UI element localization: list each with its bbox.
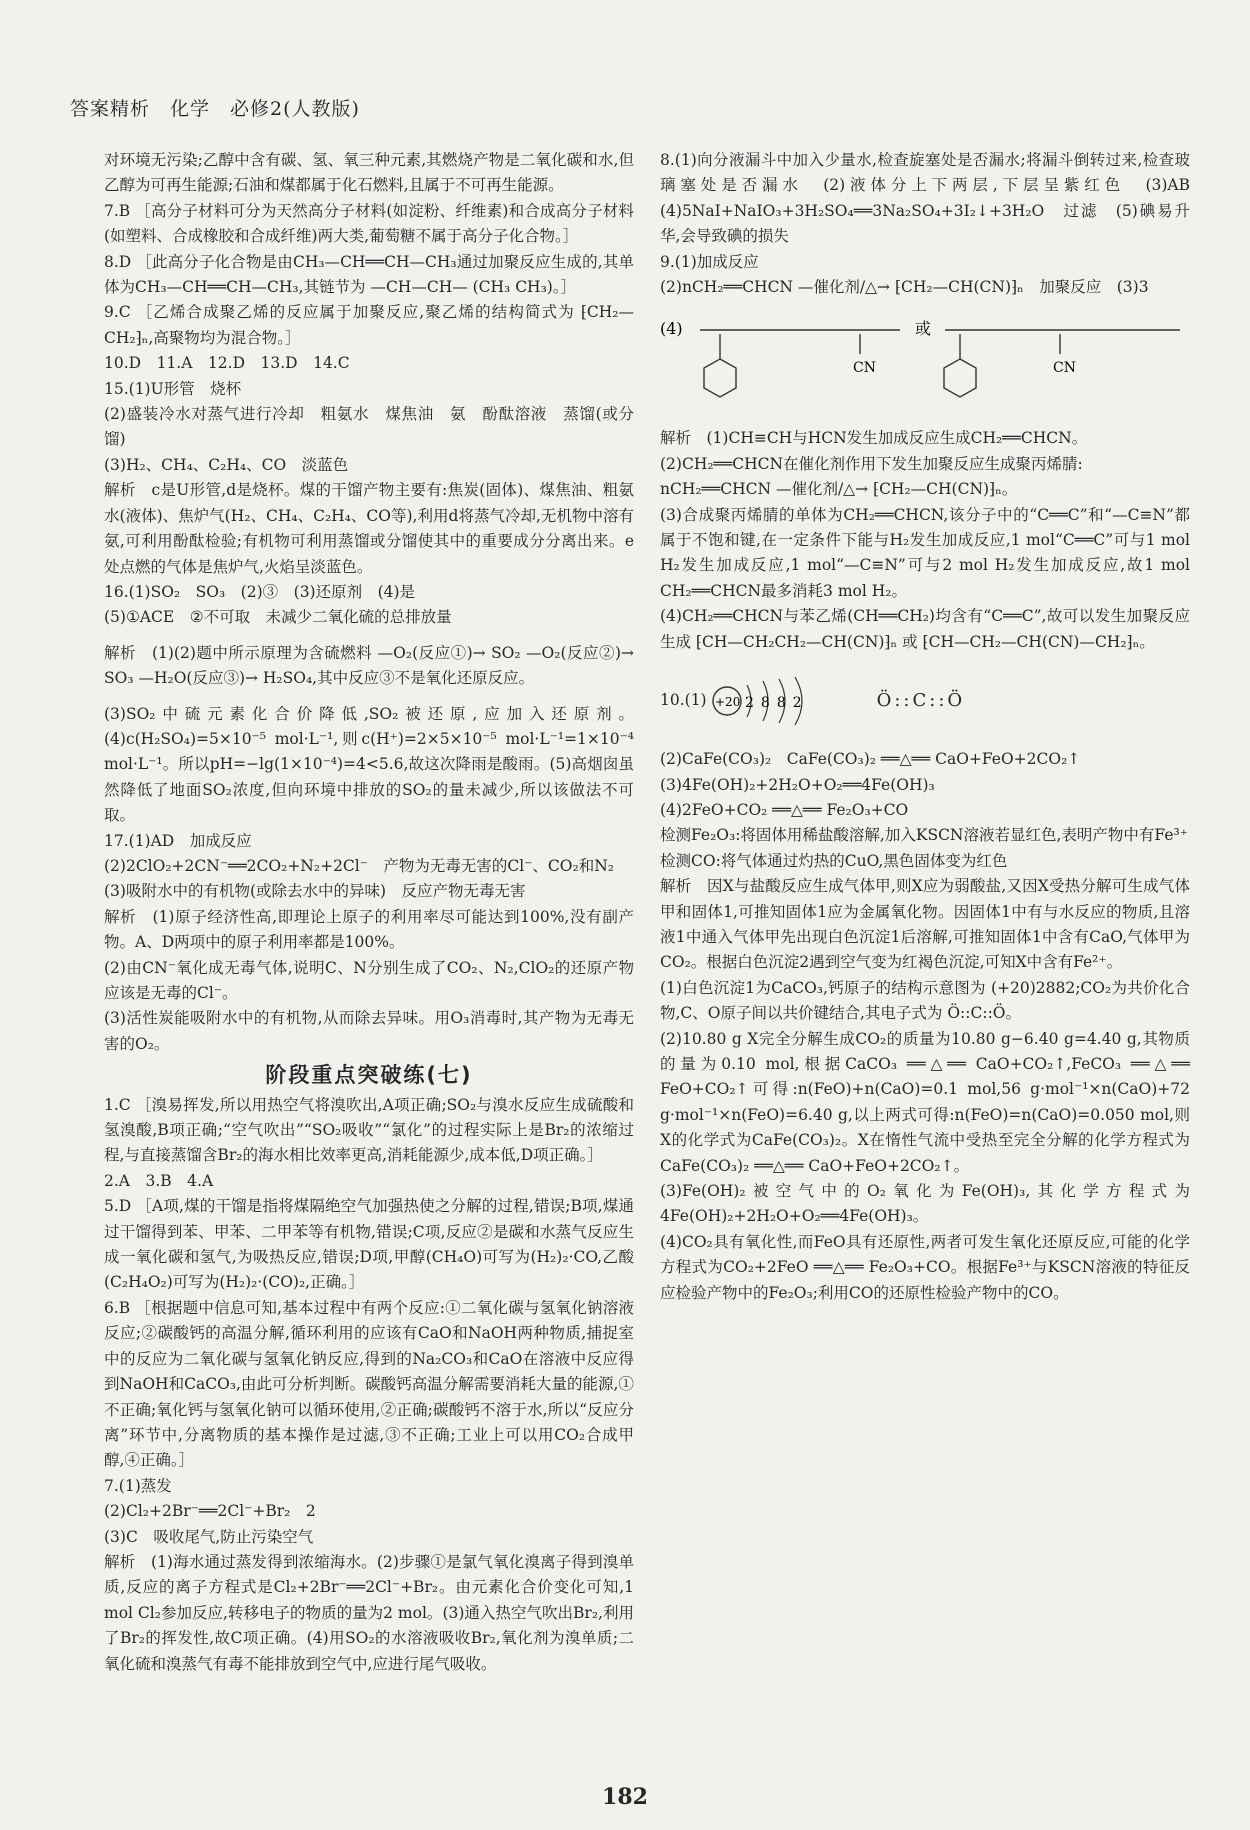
- answer-6: 6.B ［根据题中信息可知,基本过程中有两个反应:①二氧化碳与氢氧化钠溶液反应;②碳酸钙的高温分解,循环利用的应该有CaO和NaOH两种物质,捕捉室中的反应为二氧化碳与氢氧化钠反应,得到的Na₂CO₃和CaO在溶液中反应得到NaOH和CaCO₃,由此可分析判断。碳酸钙高温分解需要消耗大量的能源,①不正确;氧化钙与氢氧化钠可以循环使用,②正确;碳酸钙不溶于水,所以“反应分离”环节中,分离物质的基本操作是过滤,③不正确;工业上可以用CO₂合成甲醇,④正确。］: [104, 1298, 634, 1470]
- analysis-10-1: (1)白色沉淀1为CaCO₃,钙原子的结构示意图为 (+20)2882;CO₂为共价化合物,C、O原子间以共价键结合,其电子式为 Ö::C::Ö。: [660, 978, 1190, 1023]
- section-title: 阶段重点突破练(七): [265, 1063, 473, 1088]
- analysis-9-2: (2)CH₂══CHCN在催化剂作用下发生加聚反应生成聚丙烯腈:: [660, 454, 1083, 473]
- analysis-17-2: (2)由CN⁻氧化成无毒气体,说明C、N分别生成了CO₂、N₂,ClO₂的还原产物应该是无毒的Cl⁻。: [104, 958, 634, 1002]
- analysis-9-3: (3)合成聚丙烯腈的单体为CH₂══CHCN,该分子中的“C══C”和“—C≡N”都属于不饱和键,在一定条件下能与H₂发生加成反应,1 mol“C══C”可与1 mol H₂发生加成反应,1 mol“—C≡N”可与2 mol H₂发生加成反应,故1 mol CH₂══CHCN最多消耗3 mol H₂。: [660, 505, 1190, 600]
- electron-shells: 2882: [744, 695, 809, 712]
- analysis-15: 解析 c是U形管,d是烧杯。煤的干馏产物主要有:焦炭(固体)、煤焦油、粗氨水(液体)、焦炉气(H₂、CH₄、C₂H₄、CO等),利用d将蒸气冷却,无机物中溶有氨,可利用酚酞检验;有机物可利用蒸馏或分馏使其中的重要成分分离出来。e处点燃的气体是焦炉气,火焰呈淡蓝色。: [104, 481, 634, 576]
- polymer-structure-diagram: [660, 304, 1190, 422]
- answer-15-1: 15.(1)U形管 烧杯: [104, 379, 242, 398]
- co2-electron-formula: Ö::C::Ö: [876, 690, 966, 712]
- reaction-scheme: 解析 (1)(2)题中所示原理为含硫燃料 —O₂(反应①)→ SO₂ —O₂(反应②)→ SO₃ —H₂O(反应③)→ H₂SO₄,其中反应③不是氧化还原反应。: [104, 643, 634, 688]
- answer-10-1: [660, 669, 1190, 733]
- answer-16-5: (5)①ACE ②不可取 未减少二氧化硫的总排放量: [104, 608, 452, 627]
- analysis-10: 解析 因X与盐酸反应生成气体甲,则X应为弱酸盐,又因X受热分解可生成气体甲和固体1,可推知固体1应为金属氧化物。因固体1中有与水反应的物质,且溶液1中通入气体甲先出现白色沉淀1后溶解,可推知固体1中含有CaO,气体甲为CO₂。根据白色沉淀2遇到空气变为红褐色沉淀,可知X中含有Fe²⁺。: [660, 877, 1190, 972]
- answers-10-14: 10.D 11.A 12.D 13.D 14.C: [104, 354, 350, 373]
- analysis-17-1: 解析 (1)原子经济性高,即理论上原子的利用率尽可能达到100%,没有副产物。A、D两项中的原子利用率都是100%。: [104, 907, 634, 952]
- analysis-10-4: (4)CO₂具有氧化性,而FeO具有还原性,两者可发生氧化还原反应,可能的化学方程式为CO₂+2FeO ══△══ Fe₂O₃+CO。根据Fe³⁺与KSCN溶液的特征反应检验产物中的Fe₂O₃;利用CO的还原性检验产物中的CO。: [660, 1232, 1190, 1302]
- answer-9-2: (2)nCH₂══CHCN —催化剂/△→ ⁅CH₂—CH(CN)⁆ₙ 加聚反应 (3)3: [660, 278, 1149, 297]
- answer-7-2: (2)Cl₂+2Br⁻══2Cl⁻+Br₂ 2: [104, 1502, 316, 1521]
- analysis-10-3: (3)Fe(OH)₂被空气中的O₂氧化为Fe(OH)₃,其化学方程式为4Fe(OH)₂+2H₂O+O₂══4Fe(OH)₃。: [660, 1182, 1190, 1226]
- answer-15-3: (3)H₂、CH₄、C₂H₄、CO 淡蓝色: [104, 455, 349, 474]
- page-header: 答案精析 化学 必修2(人教版): [70, 98, 360, 120]
- page-number: 182: [602, 1784, 648, 1810]
- answer-1: 1.C ［溴易挥发,所以用热空气将溴吹出,A项正确;SO₂与溴水反应生成硫酸和氢溴酸,B项正确;“空气吹出”“SO₂吸收”“氯化”的过程实际上是Br₂的浓缩过程,与直接蒸馏含Br₂的海水相比效率更高,消耗能源少,成本低,D项正确。］: [104, 1095, 634, 1165]
- analysis-7: 解析 (1)海水通过蒸发得到浓缩海水。(2)步骤①是氯气氧化溴离子得到溴单质,反应的离子方程式是Cl₂+2Br⁻══2Cl⁻+Br₂。由元素化合价变化可知,1 mol Cl₂参加反应,转移电子的物质的量为2 mol。(3)通入热空气吹出Br₂,利用了Br₂的挥发性,故C项正确。(4)用SO₂的水溶液吸收Br₂,氧化剂为溴单质;二氧化硫和溴蒸气有毒不能排放到空气中,应进行尾气吸收。: [104, 1552, 634, 1673]
- answer-8: 8.D ［此高分子化合物是由CH₃—CH══CH—CH₃通过加聚反应生成的,其单体为CH₃—CH══CH—CH₃,其链节为 —CH—CH— (CH₃ CH₃)。］: [104, 252, 634, 297]
- answer-8: 8.(1)向分液漏斗中加入少量水,检查旋塞处是否漏水;将漏斗倒转过来,检查玻璃塞处是否漏水 (2)液体分上下两层,下层呈紫红色 (3)AB (4)5NaI+NaIO₃+3H₂SO₄══3Na₂SO₄+3I₂↓+3H₂O 过滤 (5)碘易升华,会导致碘的损失: [660, 151, 1206, 246]
- answer-10-1-label: 10.(1): [660, 691, 707, 710]
- answers-2-4: 2.A 3.B 4.A: [104, 1171, 214, 1190]
- answer-5: 5.D ［A项,煤的干馏是指将煤隔绝空气加强热使之分解的过程,错误;B项,煤通过干馏得到苯、甲苯、二甲苯等有机物,错误;C项,反应②是碳和水蒸气反应生成一氧化碳和氢气,为吸热反应,错误;D项,甲醇(CH₄O)可写为(H₂)₂·CO,乙酸(C₂H₄O₂)可写为(H₂)₂·(CO)₂,正确。］: [104, 1197, 634, 1292]
- answer-17-3: (3)吸附水中的有机物(或除去水中的异味) 反应产物无毒无害: [104, 882, 526, 901]
- answer-15-2: (2)盛装冷水对蒸气进行冷却 粗氨水 煤焦油 氨 酚酞溶液 蒸馏(或分馏): [104, 405, 634, 449]
- polymer-structures: [660, 304, 1190, 422]
- calcium-atom-diagram: [707, 671, 847, 731]
- answer-10-2: (2)CaFe(CO₃)₂ CaFe(CO₃)₂ ══△══ CaO+FeO+2CO₂↑: [660, 750, 1081, 769]
- detect-co: 检测CO:将气体通过灼热的CuO,黑色固体变为红色: [660, 851, 1008, 870]
- answer-10-3: (3)4Fe(OH)₂+2H₂O+O₂══4Fe(OH)₃: [660, 775, 935, 794]
- or-label: 或: [915, 319, 932, 339]
- detect-fe2o3: 检测Fe₂O₃:将固体用稀盐酸溶解,加入KSCN溶液若显红色,表明产物中有Fe³⁺: [660, 826, 1188, 845]
- answer-9: 9.C ［乙烯合成聚乙烯的反应属于加聚反应,聚乙烯的结构简式为 ⁅CH₂—CH₂⁆ₙ,高聚物均为混合物。］: [104, 303, 634, 347]
- answer-9-4-label: (4): [660, 319, 683, 339]
- cn-label: CN: [853, 360, 876, 377]
- analysis-9-2-eq: nCH₂══CHCN —催化剂/△→ ⁅CH₂—CH(CN)⁆ₙ。: [660, 480, 1018, 499]
- nucleus-charge: +20: [714, 695, 740, 710]
- analysis-16: (3)SO₂中硫元素化合价降低,SO₂被还原,应加入还原剂。(4)c(H₂SO₄)=5×10⁻⁵ mol·L⁻¹,则c(H⁺)=2×5×10⁻⁵ mol·L⁻¹=1×10⁻⁴ mol·L⁻¹。所以pH=−lg(1×10⁻⁴)=4<5.6,故这次降雨是酸雨。(5)高烟囱虽然降低了地面SO₂浓度,但向环境中排放的SO₂的量未减少,所以该做法不可取。: [104, 704, 634, 825]
- cn-label: CN: [1053, 360, 1076, 377]
- analysis-10-2: (2)10.80 g X完全分解生成CO₂的质量为10.80 g−6.40 g=4.40 g,其物质的量为0.10 mol,根据CaCO₃ ══△══ CaO+CO₂↑,FeCO₃ ══△══ FeO+CO₂↑可得:n(FeO)+n(CaO)=0.1 mol,56 g·mol⁻¹×n(CaO)+72 g·mol⁻¹×n(FeO)=6.40 g,以上两式可得:n(FeO)=n(CaO)=0.050 mol,则X的化学式为CaFe(CO₃)₂。X在惰性气流中受热至完全分解的化学方程式为CaFe(CO₃)₂ ══△══ CaO+FeO+2CO₂↑。: [660, 1029, 1190, 1175]
- answer-7: 7.B ［高分子材料可分为天然高分子材料(如淀粉、纤维素)和合成高分子材料(如塑料、合成橡胶和合成纤维)两大类,葡萄糖不属于高分子化合物。］: [104, 201, 634, 246]
- answer-17-1: 17.(1)AD 加成反应: [104, 831, 252, 850]
- right-column: [660, 148, 1206, 1306]
- answer-7-3: (3)C 吸收尾气,防止污染空气: [104, 1527, 314, 1546]
- answer-16-1: 16.(1)SO₂ SO₃ (2)③ (3)还原剂 (4)是: [104, 582, 416, 601]
- answer-10-4: (4)2FeO+CO₂ ══△══ Fe₂O₃+CO: [660, 800, 909, 819]
- paragraph: 对环境无污染;乙醇中含有碳、氢、氧三种元素,其燃烧产物是二氧化碳和水,但乙醇为可再生能源;石油和煤都属于化石燃料,且属于不可再生能源。: [104, 151, 634, 195]
- answer-9-1: 9.(1)加成反应: [660, 252, 759, 271]
- left-column: [104, 148, 634, 1677]
- answer-17-2: (2)2ClO₂+2CN⁻══2CO₂+N₂+2Cl⁻ 产物为无毒无害的Cl⁻、CO₂和N₂: [104, 856, 614, 875]
- analysis-9-1: 解析 (1)CH≡CH与HCN发生加成反应生成CH₂══CHCN。: [660, 429, 1088, 448]
- analysis-9-4: (4)CH₂══CHCN与苯乙烯(CH══CH₂)均含有“C══C”,故可以发生加聚反应生成 ⁅CH—CH₂CH₂—CH(CN)⁆ₙ 或 ⁅CH—CH₂—CH(CN)—CH₂⁆ₙ。: [660, 607, 1190, 651]
- answer-7-1: 7.(1)蒸发: [104, 1476, 172, 1495]
- analysis-17-3: (3)活性炭能吸附水中的有机物,从而除去异味。用O₃消毒时,其产物为无毒无害的O₂。: [104, 1009, 634, 1053]
